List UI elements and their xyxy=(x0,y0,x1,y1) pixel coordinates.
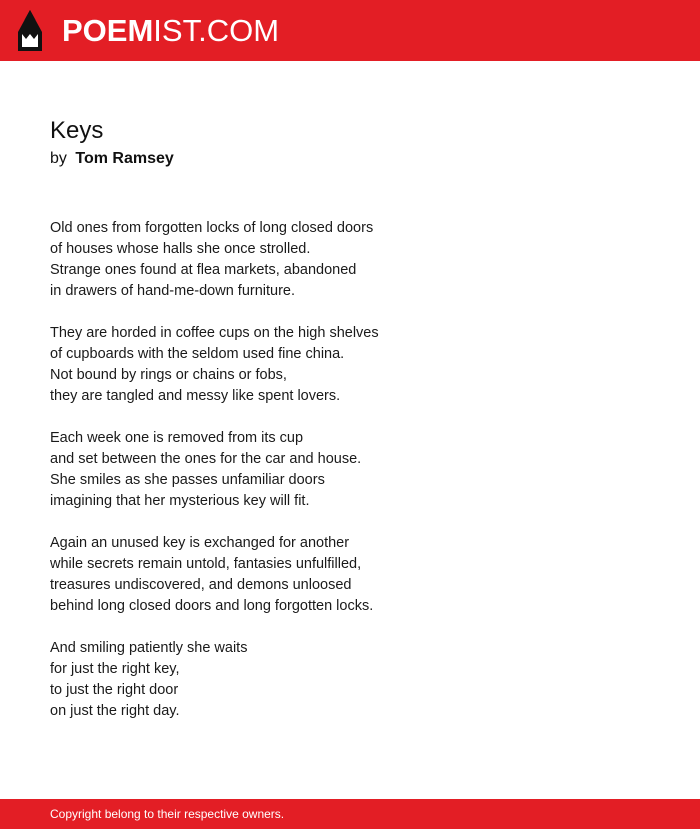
poem-line: They are horded in coffee cups on the high shelves xyxy=(50,325,379,341)
poem-line: in drawers of hand-me-down furniture. xyxy=(50,283,296,299)
site-header xyxy=(0,0,700,61)
poem-line: And smiling patiently she waits xyxy=(50,640,248,656)
stanza xyxy=(50,533,650,617)
copyright-text: Copyright belong to their respective owners. xyxy=(50,807,285,821)
site-footer xyxy=(0,799,700,829)
poem-line: of cupboards with the seldom used fine china. xyxy=(50,346,345,362)
pencil-icon[interactable] xyxy=(18,10,42,51)
poem-line: they are tangled and messy like spent lovers. xyxy=(50,388,341,404)
poem-line: to just the right door xyxy=(50,682,179,698)
poem-author[interactable]: Tom Ramsey xyxy=(75,150,174,167)
poem-line: imagining that her mysterious key will fit. xyxy=(50,493,310,509)
logo-light-text: IST.COM xyxy=(153,13,280,48)
stanza xyxy=(50,323,650,407)
poem-line: treasures undiscovered, and demons unloosed xyxy=(50,577,352,593)
poem-line: while secrets remain untold, fantasies unfulfilled, xyxy=(50,556,362,572)
poem-line: for just the right key, xyxy=(50,661,180,677)
stanza xyxy=(50,638,650,722)
stanza xyxy=(50,218,650,302)
poem-line: Again an unused key is exchanged for another xyxy=(50,535,350,551)
poem-line: of houses whose halls she once strolled. xyxy=(50,241,311,257)
poem-line: Not bound by rings or chains or fobs, xyxy=(50,367,287,383)
site-logo[interactable] xyxy=(62,11,279,51)
by-label: by xyxy=(50,150,67,167)
poem-line: She smiles as she passes unfamiliar doors xyxy=(50,472,325,488)
poem-line: behind long closed doors and long forgotten locks. xyxy=(50,598,374,614)
poem-body xyxy=(50,218,650,743)
poem-line: Strange ones found at flea markets, abandoned xyxy=(50,262,357,278)
poem-title: Keys xyxy=(50,117,104,144)
stanza xyxy=(50,428,650,512)
poem-line: Each week one is removed from its cup xyxy=(50,430,304,446)
poem-line: and set between the ones for the car and house. xyxy=(50,451,362,467)
poem-byline xyxy=(50,149,174,169)
poem-line: Old ones from forgotten locks of long closed doors xyxy=(50,220,374,236)
logo-bold-text: POEM xyxy=(62,13,154,48)
poem-line: on just the right day. xyxy=(50,703,180,719)
